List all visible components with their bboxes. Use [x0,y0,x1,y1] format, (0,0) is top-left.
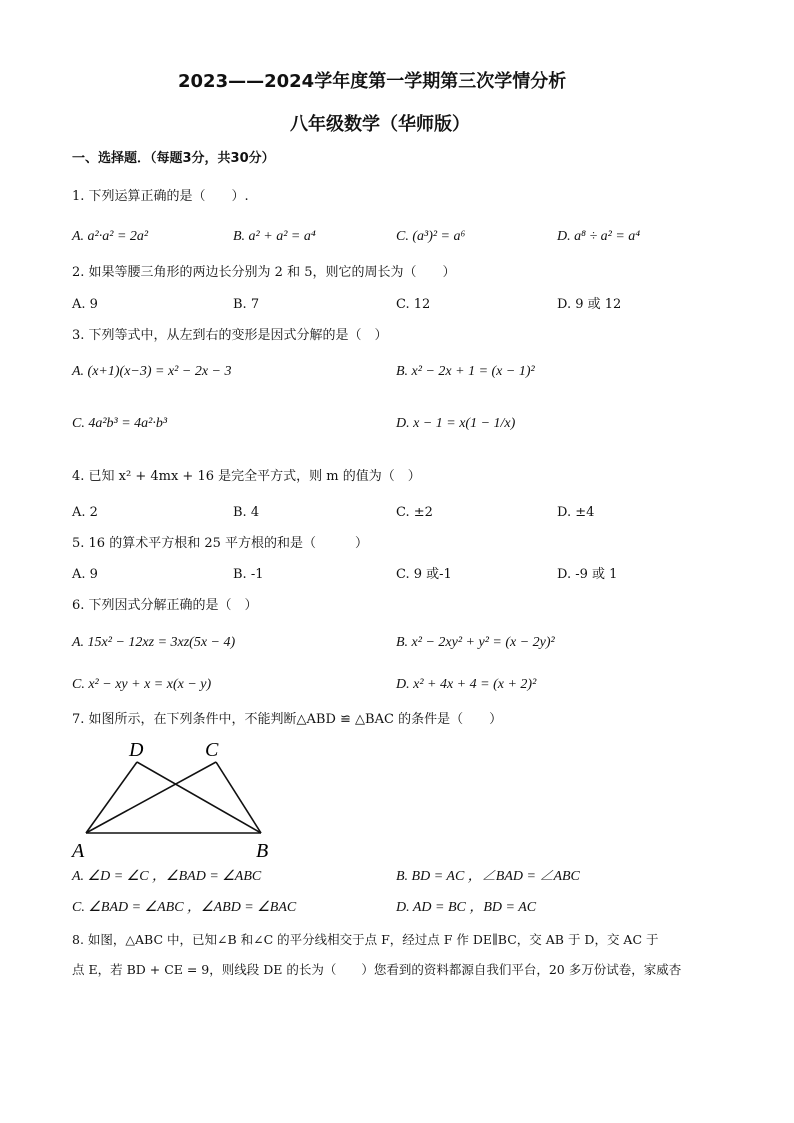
question-7-stem: 7. 如图所示，在下列条件中，不能判断△ABD ≌ △BAC 的条件是（ ） [72,712,503,727]
figure-label-b: B [256,840,269,862]
question-1-option-a: A. a²·a² = 2a² [72,229,149,244]
question-4-option-a: A. 2 [72,505,98,520]
question-1-option-b: B. a² + a² = a⁴ [233,229,316,244]
figure-label-a: A [72,840,85,862]
question-6-option-a: A. 15x² − 12xz = 3xz(5x − 4) [72,635,236,650]
question-2-option-c: C. 12 [396,297,431,312]
figure-label-d: D [129,739,144,761]
question-7-option-d: D. AD = BC ，BD = AC [396,900,537,915]
section-heading: 一、选择题．（每题3分，共30分） [72,151,275,166]
question-5-option-d: D. -9 或 1 [557,567,618,582]
question-8-stem-line2: 点 E，若 BD + CE = 9，则线段 DE 的长为（ ）您看到的资料都源自我们平台，20 多万份试卷，家威杏 [72,962,682,977]
question-6-option-b: B. x² − 2xy² + y² = (x − 2y)² [396,635,555,650]
question-5-option-b: B. -1 [233,567,264,582]
question-1-option-d: D. a⁸ ÷ a² = a⁴ [557,229,641,244]
question-3-option-d: D. x − 1 = x(1 − 1/x) [396,416,516,431]
figure-line-ad [86,762,137,833]
question-2-option-d: D. 9 或 12 [557,297,622,312]
question-2-option-a: A. 9 [72,297,98,312]
question-6-option-c: C. x² − xy + x = x(x − y) [72,677,212,692]
question-4-option-b: B. 4 [233,505,260,520]
question-5-option-a: A. 9 [72,567,98,582]
question-4-option-c: C. ±2 [396,505,433,520]
question-3-stem: 3. 下列等式中，从左到右的变形是因式分解的是（ ） [72,328,388,343]
page-title: 2023——2024学年度第一学期第三次学情分析 [178,71,567,92]
question-3-option-b: B. x² − 2x + 1 = (x − 1)² [396,364,535,379]
question-3-option-c: C. 4a²b³ = 4a²·b³ [72,416,168,431]
question-6-option-d: D. x² + 4x + 4 = (x + 2)² [396,677,537,692]
question-7-figure [68,736,280,864]
question-1-option-c: C. (a³)² = a⁶ [396,229,466,244]
figure-line-cb [216,762,261,833]
figure-label-c: C [205,739,219,761]
question-6-stem: 6. 下列因式分解正确的是（ ） [72,598,258,613]
question-4-stem: 4. 已知 x² + 4mx + 16 是完全平方式，则 m 的值为（ ） [72,469,421,484]
question-5-stem: 5. 16 的算术平方根和 25 平方根的和是（ ） [72,536,369,551]
question-1-stem: 1. 下列运算正确的是（ ）. [72,189,249,204]
question-5-option-c: C. 9 或-1 [396,567,452,582]
question-7-option-c: C. ∠BAD = ∠ABC ，∠ABD = ∠BAC [72,900,297,915]
question-8-stem-line1: 8. 如图，△ABC 中，已知∠B 和∠C 的平分线相交于点 F，经过点 F 作 DE∥BC，交 AB 于 D，交 AC 于 [72,932,659,947]
figure-line-ac [86,762,216,833]
page-subtitle: 八年级数学（华师版） [290,114,470,135]
question-3-option-a: A. (x+1)(x−3) = x² − 2x − 3 [72,364,232,379]
question-7-option-a: A. ∠D = ∠C ，∠BAD = ∠ABC [72,869,262,884]
question-2-option-b: B. 7 [233,297,260,312]
question-7-option-b: B. BD = AC ，∠BAD = ∠ABC [396,869,580,884]
figure-line-db [137,762,261,833]
question-2-stem: 2. 如果等腰三角形的两边长分别为 2 和 5，则它的周长为（ ） [72,265,456,280]
question-4-option-d: D. ±4 [557,505,595,520]
